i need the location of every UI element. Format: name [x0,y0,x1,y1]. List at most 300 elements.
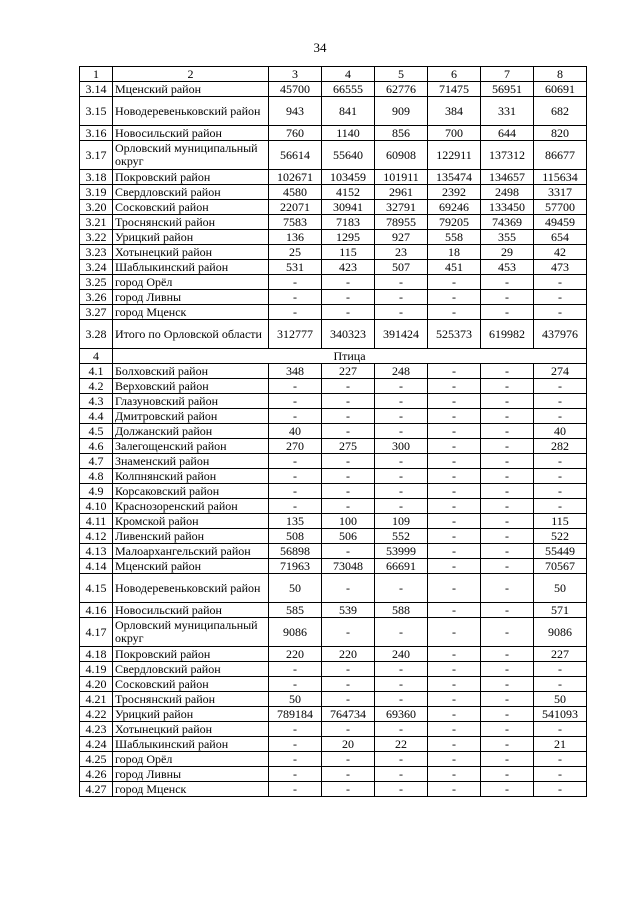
value-cell: - [481,529,534,544]
table-row [80,379,587,394]
value-cell: 109 [375,514,428,529]
value-cell: - [322,469,375,484]
district-name-cell: Троснянский район [113,692,269,707]
district-name-cell: Корсаковский район [113,484,269,499]
value-cell: - [322,782,375,797]
value-cell: - [375,394,428,409]
value-cell: - [428,275,481,290]
district-name-cell: Хотынецкий район [113,245,269,260]
district-name-cell: Сосковский район [113,200,269,215]
value-cell: - [481,677,534,692]
row-code-cell: 4.16 [80,603,113,618]
value-cell: - [428,692,481,707]
value-cell: - [481,379,534,394]
value-cell: 53999 [375,544,428,559]
value-cell: - [322,574,375,603]
value-cell: - [481,559,534,574]
value-cell: - [269,722,322,737]
value-cell: - [269,767,322,782]
value-cell: 21 [534,737,587,752]
value-cell: 2392 [428,185,481,200]
value-cell: 654 [534,230,587,245]
district-name-cell: Должанский район [113,424,269,439]
value-cell: - [269,662,322,677]
value-cell: - [428,752,481,767]
value-cell: 115 [534,514,587,529]
row-code-cell: 4.14 [80,559,113,574]
value-cell: - [481,305,534,320]
district-name-cell: Троснянский район [113,215,269,230]
value-cell: - [269,454,322,469]
value-cell: - [428,529,481,544]
table-row [80,469,587,484]
table-row [80,260,587,275]
district-name-cell: Новосильский район [113,126,269,141]
value-cell: 49459 [534,215,587,230]
value-cell: - [322,454,375,469]
value-cell: 588 [375,603,428,618]
value-cell: - [322,275,375,290]
value-cell: 473 [534,260,587,275]
value-cell: 927 [375,230,428,245]
value-cell: 508 [269,529,322,544]
row-code-cell: 4.17 [80,618,113,647]
header-cell: 2 [113,67,269,82]
value-cell: - [269,394,322,409]
value-cell: - [269,379,322,394]
value-cell: - [375,424,428,439]
value-cell: 558 [428,230,481,245]
value-cell: - [481,364,534,379]
row-code-cell: 3.20 [80,200,113,215]
table-row [80,141,587,170]
value-cell: - [375,722,428,737]
table-row [80,275,587,290]
value-cell: 220 [269,647,322,662]
value-cell: - [375,290,428,305]
value-cell: - [481,767,534,782]
value-cell: - [375,677,428,692]
value-cell: - [481,544,534,559]
section-row [80,349,587,364]
row-code-cell: 4.18 [80,647,113,662]
value-cell: - [269,782,322,797]
value-cell: 282 [534,439,587,454]
value-cell: 248 [375,364,428,379]
value-cell: 22071 [269,200,322,215]
value-cell: 340323 [322,320,375,349]
value-cell: - [428,499,481,514]
district-name-cell: Урицкий район [113,707,269,722]
value-cell: - [481,752,534,767]
table-row [80,647,587,662]
value-cell: - [428,364,481,379]
row-code-cell: 4.22 [80,707,113,722]
district-name-cell: Мценский район [113,559,269,574]
value-cell: 240 [375,647,428,662]
value-cell: - [534,469,587,484]
row-code-cell: 4.23 [80,722,113,737]
table-row [80,722,587,737]
value-cell: 760 [269,126,322,141]
value-cell: 50 [269,574,322,603]
value-cell: 682 [534,97,587,126]
value-cell: - [534,677,587,692]
value-cell: 50 [534,692,587,707]
district-name-cell: Мценский район [113,82,269,97]
value-cell: - [269,677,322,692]
value-cell: - [428,484,481,499]
table-row [80,484,587,499]
table-row [80,692,587,707]
value-cell: 101911 [375,170,428,185]
value-cell: - [534,782,587,797]
value-cell: 423 [322,260,375,275]
value-cell: - [481,469,534,484]
header-row [80,67,587,82]
value-cell: - [375,782,428,797]
value-cell: 71963 [269,559,322,574]
value-cell: - [428,737,481,752]
table-row [80,737,587,752]
row-code-cell: 3.14 [80,82,113,97]
district-name-cell: Колпнянский район [113,469,269,484]
value-cell: 1295 [322,230,375,245]
value-cell: 66691 [375,559,428,574]
district-name-cell: Покровский район [113,170,269,185]
value-cell: - [428,574,481,603]
row-code-cell: 3.15 [80,97,113,126]
table-row [80,752,587,767]
value-cell: 312777 [269,320,322,349]
row-code-cell: 4.19 [80,662,113,677]
value-cell: - [428,662,481,677]
row-code-cell: 4.27 [80,782,113,797]
table-row [80,170,587,185]
value-cell: - [481,290,534,305]
district-name-cell: Шаблыкинский район [113,260,269,275]
table-row [80,559,587,574]
value-cell: 66555 [322,82,375,97]
value-cell: 56898 [269,544,322,559]
value-cell: 103459 [322,170,375,185]
value-cell: - [428,767,481,782]
district-name-cell: Свердловский район [113,185,269,200]
value-cell: - [322,424,375,439]
value-cell: - [534,454,587,469]
value-cell: 135 [269,514,322,529]
data-table [79,66,587,797]
value-cell: - [428,439,481,454]
value-cell: 331 [481,97,534,126]
district-name-cell: город Ливны [113,290,269,305]
value-cell: 60691 [534,82,587,97]
value-cell: 29 [481,245,534,260]
row-code-cell: 4.24 [80,737,113,752]
row-code-cell: 3.28 [80,320,113,349]
value-cell: 56614 [269,141,322,170]
table-row [80,320,587,349]
table-row [80,215,587,230]
value-cell: 42 [534,245,587,260]
value-cell: 102671 [269,170,322,185]
value-cell: 4152 [322,185,375,200]
district-name-cell: Новосильский район [113,603,269,618]
district-name-cell: Ливенский район [113,529,269,544]
table-row [80,574,587,603]
value-cell: 115634 [534,170,587,185]
table-row [80,290,587,305]
row-code-cell: 4.13 [80,544,113,559]
row-code-cell: 4.3 [80,394,113,409]
value-cell: 552 [375,529,428,544]
header-cell: 8 [534,67,587,82]
row-code-cell: 3.16 [80,126,113,141]
value-cell: - [481,454,534,469]
value-cell: - [481,409,534,424]
row-code-cell: 4.6 [80,439,113,454]
value-cell: - [375,752,428,767]
value-cell: - [269,409,322,424]
district-name-cell: город Орёл [113,275,269,290]
value-cell: 227 [534,647,587,662]
table-row [80,364,587,379]
value-cell: - [428,618,481,647]
district-name-cell: Глазуновский район [113,394,269,409]
table-row [80,394,587,409]
value-cell: 137312 [481,141,534,170]
table-row [80,185,587,200]
row-code-cell: 4.8 [80,469,113,484]
table-row [80,603,587,618]
value-cell: - [375,454,428,469]
value-cell: 856 [375,126,428,141]
district-name-cell: Хотынецкий район [113,722,269,737]
value-cell: 136 [269,230,322,245]
value-cell: 1140 [322,126,375,141]
value-cell: - [534,379,587,394]
value-cell: - [481,662,534,677]
table-row [80,245,587,260]
value-cell: 300 [375,439,428,454]
value-cell: - [481,574,534,603]
row-code-cell: 4.12 [80,529,113,544]
value-cell: - [428,469,481,484]
value-cell: - [481,618,534,647]
value-cell: - [534,752,587,767]
district-name-cell: город Мценск [113,305,269,320]
district-name-cell: Покровский район [113,647,269,662]
table-row [80,544,587,559]
value-cell: 619982 [481,320,534,349]
value-cell: - [481,394,534,409]
district-name-cell: Шаблыкинский район [113,737,269,752]
value-cell: 943 [269,97,322,126]
table-row [80,82,587,97]
district-name-cell: Краснозоренский район [113,499,269,514]
row-code-cell: 4.21 [80,692,113,707]
value-cell: 18 [428,245,481,260]
header-cell: 7 [481,67,534,82]
value-cell: - [481,737,534,752]
value-cell: 841 [322,97,375,126]
row-code-cell: 4.2 [80,379,113,394]
value-cell: - [375,499,428,514]
value-cell: - [322,752,375,767]
value-cell: 115 [322,245,375,260]
value-cell: 789184 [269,707,322,722]
table-row [80,454,587,469]
value-cell: 78955 [375,215,428,230]
value-cell: - [428,379,481,394]
value-cell: - [322,394,375,409]
value-cell: 69360 [375,707,428,722]
table-row [80,126,587,141]
value-cell: 4580 [269,185,322,200]
value-cell: 274 [534,364,587,379]
value-cell: 820 [534,126,587,141]
row-code-cell: 4 [80,349,113,364]
district-name-cell: Сосковский район [113,677,269,692]
value-cell: - [322,409,375,424]
value-cell: - [269,305,322,320]
value-cell: 40 [269,424,322,439]
header-cell: 5 [375,67,428,82]
district-name-cell: Знаменский район [113,454,269,469]
value-cell: - [375,379,428,394]
value-cell: 909 [375,97,428,126]
value-cell: - [481,514,534,529]
row-code-cell: 4.15 [80,574,113,603]
value-cell: 355 [481,230,534,245]
value-cell: - [428,394,481,409]
value-cell: - [481,275,534,290]
row-code-cell: 3.22 [80,230,113,245]
value-cell: 62776 [375,82,428,97]
table-row [80,677,587,692]
value-cell: - [269,752,322,767]
value-cell: 20 [322,737,375,752]
value-cell: - [375,275,428,290]
table-row [80,514,587,529]
value-cell: - [375,305,428,320]
value-cell: 60908 [375,141,428,170]
value-cell: - [534,305,587,320]
district-name-cell: Малоархангельский район [113,544,269,559]
value-cell: - [322,379,375,394]
value-cell: - [322,290,375,305]
value-cell: - [428,603,481,618]
value-cell: 451 [428,260,481,275]
table-row [80,662,587,677]
value-cell: 45700 [269,82,322,97]
value-cell: - [375,767,428,782]
value-cell: 40 [534,424,587,439]
row-code-cell: 4.10 [80,499,113,514]
value-cell: 506 [322,529,375,544]
district-name-cell: Кромской район [113,514,269,529]
value-cell: - [428,707,481,722]
value-cell: 74369 [481,215,534,230]
value-cell: 644 [481,126,534,141]
table-row [80,424,587,439]
district-name-cell: Орловский муниципальный округ [113,618,269,647]
value-cell: - [481,692,534,707]
value-cell: 55640 [322,141,375,170]
value-cell: 3317 [534,185,587,200]
value-cell: - [428,677,481,692]
value-cell: - [322,662,375,677]
value-cell: - [481,484,534,499]
row-code-cell: 3.17 [80,141,113,170]
value-cell: - [428,722,481,737]
value-cell: 50 [534,574,587,603]
row-code-cell: 3.24 [80,260,113,275]
value-cell: 9086 [269,618,322,647]
row-code-cell: 4.26 [80,767,113,782]
row-code-cell: 4.4 [80,409,113,424]
value-cell: - [375,574,428,603]
value-cell: - [428,424,481,439]
row-code-cell: 3.26 [80,290,113,305]
value-cell: 522 [534,529,587,544]
value-cell: - [534,722,587,737]
value-cell: - [375,409,428,424]
header-cell: 4 [322,67,375,82]
value-cell: - [481,647,534,662]
value-cell: - [481,722,534,737]
table-row [80,707,587,722]
value-cell: 585 [269,603,322,618]
table-row [80,782,587,797]
district-name-cell: Урицкий район [113,230,269,245]
value-cell: - [269,469,322,484]
value-cell: - [322,692,375,707]
district-name-cell: Свердловский район [113,662,269,677]
value-cell: 135474 [428,170,481,185]
table-row [80,618,587,647]
district-name-cell: Дмитровский район [113,409,269,424]
value-cell: - [534,394,587,409]
value-cell: - [428,782,481,797]
value-cell: - [481,707,534,722]
value-cell: 220 [322,647,375,662]
value-cell: 122911 [428,141,481,170]
value-cell: 22 [375,737,428,752]
value-cell: - [269,499,322,514]
value-cell: 270 [269,439,322,454]
district-name-cell: Залегощенский район [113,439,269,454]
header-cell: 6 [428,67,481,82]
value-cell: - [375,484,428,499]
value-cell: - [428,544,481,559]
row-code-cell: 4.5 [80,424,113,439]
value-cell: 2498 [481,185,534,200]
value-cell: - [534,767,587,782]
value-cell: - [269,484,322,499]
value-cell: 71475 [428,82,481,97]
value-cell: 437976 [534,320,587,349]
table-row [80,200,587,215]
district-name-cell: город Орёл [113,752,269,767]
value-cell: 227 [322,364,375,379]
value-cell: 57700 [534,200,587,215]
table-row [80,305,587,320]
row-code-cell: 3.27 [80,305,113,320]
value-cell: 541093 [534,707,587,722]
value-cell: - [481,499,534,514]
value-cell: - [322,499,375,514]
